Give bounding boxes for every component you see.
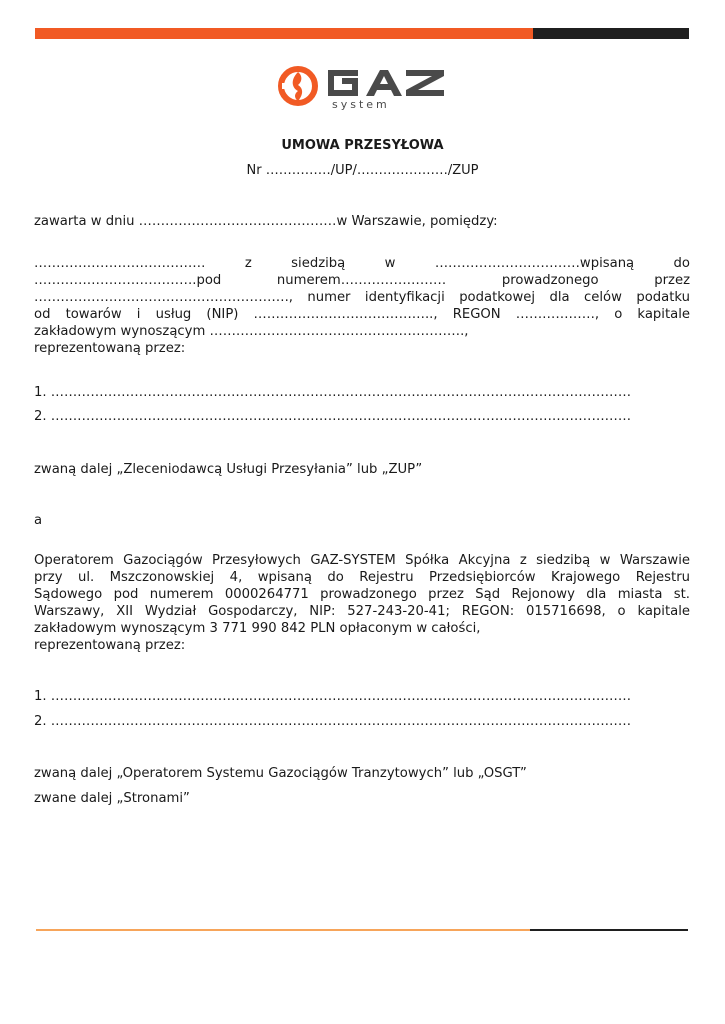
representative-1-osgt: 1. ……………………………………………………………………………………………………………………	[34, 689, 632, 704]
representative-2-osgt: 2. ……………………………………………………………………………………………………………………	[34, 714, 632, 729]
party2-line-3: Sądowego pod numerem 0000264771 prowadzonego przez Sąd Rejonowy dla miasta st.	[34, 587, 690, 602]
header-bar-dark	[533, 28, 689, 39]
agreement-number-line: Nr ……………/UP/…………………/ZUP	[246, 163, 479, 178]
party2-line-6: reprezentowaną przez:	[34, 638, 186, 653]
footer-color-line	[36, 929, 688, 932]
logo-subtext: system	[332, 98, 390, 111]
header-bar-orange	[35, 28, 533, 39]
gaz-system-logo	[276, 64, 450, 112]
header-color-bar	[35, 28, 689, 39]
representative-1-zup: 1. ……………………………………………………………………………………………………………………	[34, 385, 632, 400]
zup-definition: zwaną dalej „Zleceniodawcą Usługi Przesyłania” lub „ZUP”	[34, 462, 423, 477]
party2-line-5: zakładowym wynoszącym 3 771 990 842 PLN opłaconym w całości,	[34, 621, 481, 636]
footer-line-orange	[36, 929, 530, 931]
footer-line-dark	[530, 929, 688, 931]
document-title: UMOWA PRZESYŁOWA	[281, 138, 444, 153]
gaz-flame-logo-icon	[276, 64, 450, 112]
party1-line-5: zakładowym wynoszącym ………………………………………………….,	[34, 324, 469, 339]
parties-definition: zwane dalej „Stronami”	[34, 791, 190, 806]
party1-line-3: …………………………………………………., numer identyfikacji podatkowej dla celów podatku	[34, 290, 690, 305]
party2-line-1: Operatorem Gazociągów Przesyłowych GAZ-SYSTEM Spółka Akcyjna z siedzibą w Warszawie	[34, 553, 690, 568]
concluded-date-line: zawarta w dniu ………………………………………w Warszawie, pomiędzy:	[34, 214, 498, 229]
party1-line-2: ……………………………….pod numerem…………………… prowadzonego przez	[34, 273, 690, 288]
party2-line-4: Warszawy, XII Wydział Gospodarczy, NIP: 527-243-20-41; REGON: 015716698, o kapitale	[34, 604, 690, 619]
conjunction-a: a	[34, 513, 43, 528]
osgt-definition: zwaną dalej „Operatorem Systemu Gazociągów Tranzytowych” lub „OSGT”	[34, 766, 527, 781]
party1-line-1: ………………………………… z siedzibą w ……………………………wpisaną do	[34, 256, 690, 271]
party1-line-4: od towarów i usług (NIP) ………………………………….., REGON ………………, o kapitale	[34, 307, 690, 322]
party1-line-6: reprezentowaną przez:	[34, 341, 186, 356]
party2-line-2: przy ul. Mszczonowskiej 4, wpisaną do Rejestru Przedsiębiorców Krajowego Rejestru	[34, 570, 690, 585]
representative-2-zup: 2. ……………………………………………………………………………………………………………………	[34, 409, 632, 424]
